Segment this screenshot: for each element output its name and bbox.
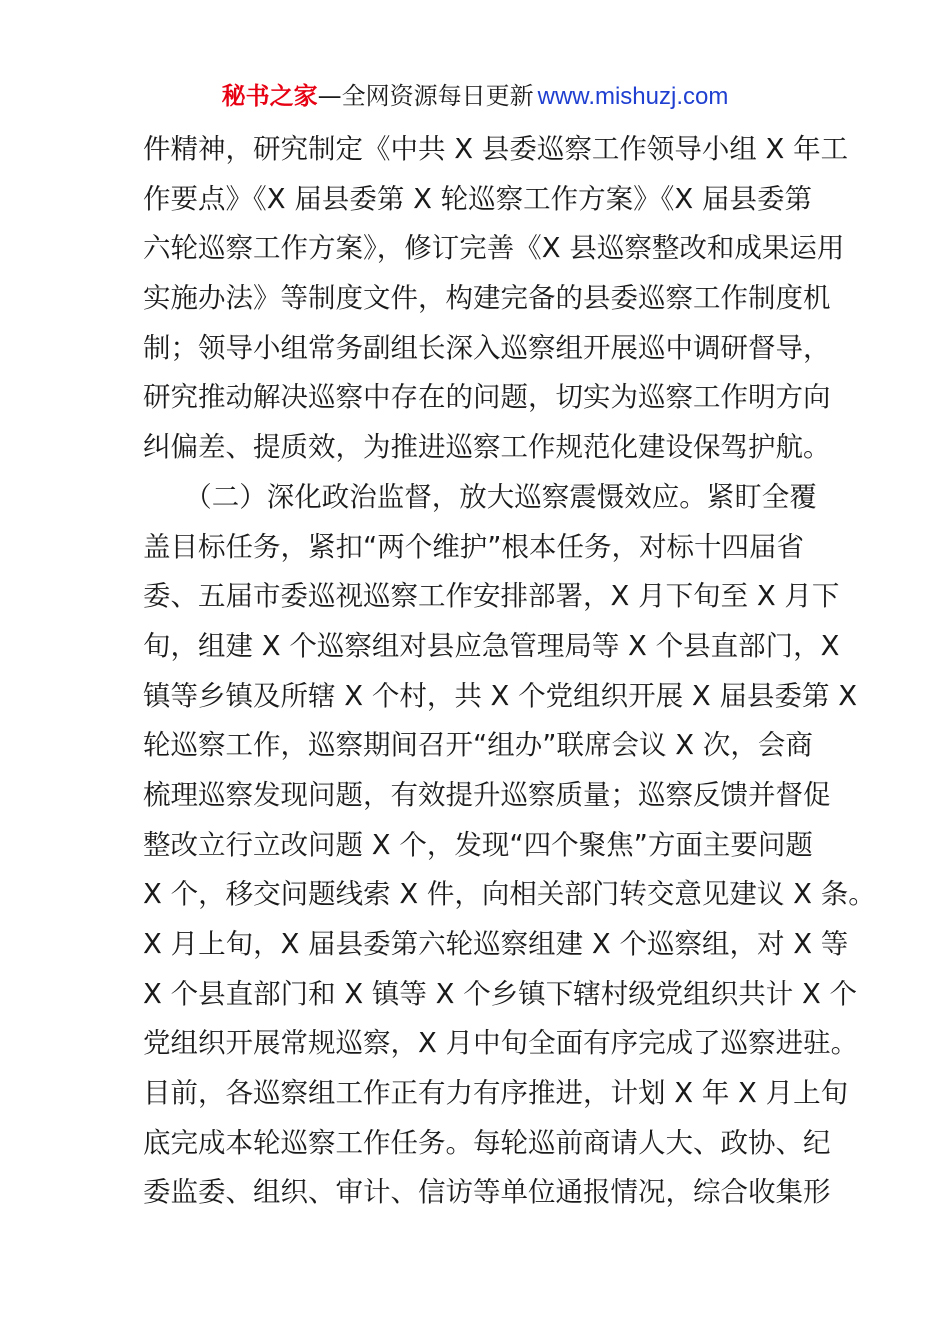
text-line: 实施办法》等制度文件，构建完备的县委巡察工作制度机 (143, 282, 831, 315)
text-line: 底完成本轮巡察工作任务。每轮巡前商请人大、政协、纪 (143, 1126, 831, 1159)
site-header (0, 80, 950, 113)
text-line: 党组织开展常规巡察，X 月中旬全面有序完成了巡察进驻。 (143, 1027, 859, 1060)
text-line: 研究推动解决巡察中存在的问题，切实为巡察工作明方向 (143, 381, 831, 414)
text-line: 纠偏差、提质效，为推进巡察工作规范化建设保驾护航。 (143, 431, 831, 464)
text-line: 件精神，研究制定《中共 X 县委巡察工作领导小组 X 年工 (143, 133, 849, 165)
text-line: X 月上旬，X 届县委第六轮巡察组建 X 个巡察组，对 X 等 (143, 928, 849, 960)
text-line: 委、五届市委巡视巡察工作安排部署，X 月下旬至 X 月下 (143, 580, 840, 613)
section-heading-line: （二）深化政治监督，放大巡察震慑效应。紧盯全覆 (143, 480, 817, 513)
text-line: 整改立行立改问题 X 个，发现“四个聚焦”方面主要问题 (143, 828, 813, 861)
text-line: 盖目标任务，紧扣“两个维护”根本任务，对标十四届省 (143, 530, 804, 563)
text-line: 制；领导小组常务副组长深入巡察组开展巡中调研督导， (143, 331, 831, 364)
document-body (143, 125, 876, 1218)
text-line: X 个，移交问题线索 X 件，向相关部门转交意见建议 X 条。 (143, 878, 876, 911)
brand-name: 秘书之家 (221, 82, 318, 110)
text-line: 旬，组建 X 个巡察组对县应急管理局等 X 个县直部门，X (143, 629, 840, 662)
text-line: 目前，各巡察组工作正有力有序推进，计划 X 年 X 月上旬 (143, 1077, 849, 1110)
text-line: 作要点》《X 届县委第 X 轮巡察工作方案》《X 届县委第 (143, 182, 812, 215)
site-url-link[interactable]: www.mishuzj.com (537, 83, 729, 110)
header-slogan: —全网资源每日更新 (317, 82, 534, 110)
text-line: 轮巡察工作，巡察期间召开“组办”联席会议 X 次，会商 (143, 729, 813, 762)
text-line: 梳理巡察发现问题，有效提升巡察质量；巡察反馈并督促 (143, 778, 831, 811)
text-line: 镇等乡镇及所辖 X 个村，共 X 个党组织开展 X 届县委第 X (143, 679, 858, 712)
text-line: 六轮巡察工作方案》，修订完善《X 县巡察整改和成果运用 (143, 232, 845, 265)
text-line: X 个县直部门和 X 镇等 X 个乡镇下辖村级党组织共计 X 个 (143, 977, 858, 1010)
text-line: 委监委、组织、审计、信访等单位通报情况，综合收集形 (143, 1176, 831, 1209)
